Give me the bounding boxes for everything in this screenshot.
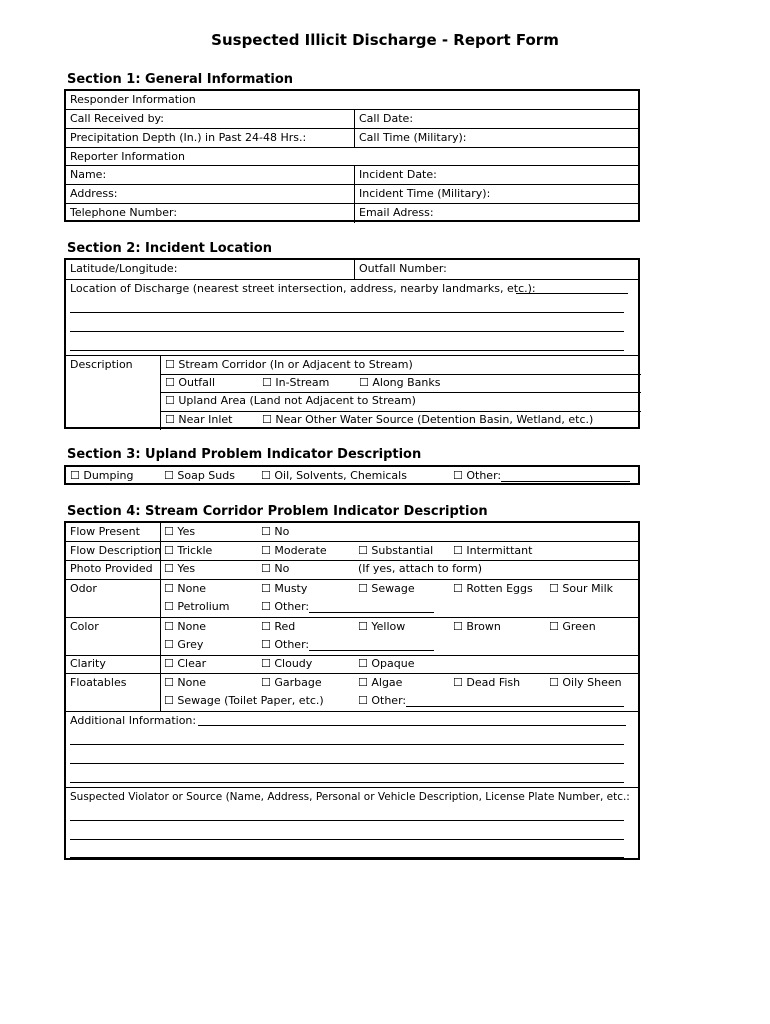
dumping-checkbox[interactable]: ☐ Dumping [70,469,134,482]
location-row [66,279,638,356]
near-other-water-checkbox[interactable]: ☐ Near Other Water Source (Detention Basin, Wetland, etc.) [262,413,593,426]
clear-checkbox[interactable]: ☐ Clear [164,657,206,670]
green-checkbox[interactable]: ☐ Green [549,620,596,633]
additional-info-line[interactable] [198,725,626,726]
description-options [160,356,641,430]
call-row [66,109,638,129]
brown-checkbox[interactable]: ☐ Brown [453,620,501,633]
odor-other-checkbox[interactable]: ☐ Other: [261,600,309,613]
soap-suds-checkbox[interactable]: ☐ Soap Suds [164,469,235,482]
responder-info-row [66,91,638,109]
outfall-number-field[interactable]: Outfall Number: [354,260,640,279]
musty-checkbox[interactable]: ☐ Musty [261,582,307,595]
name-field[interactable]: Name: [70,168,107,181]
additional-info-line[interactable] [70,782,624,783]
section2-heading: Section 2: Incident Location [67,241,272,256]
location-label: Location of Discharge (nearest street intersection, address, nearby landmarks, etc.): [70,282,536,295]
algae-checkbox[interactable]: ☐ Algae [358,676,402,689]
photo-yes-checkbox[interactable]: ☐ Yes [164,562,195,575]
flow-no-checkbox[interactable]: ☐ No [261,525,289,538]
near-inlet-checkbox[interactable]: ☐ Near Inlet [165,413,232,426]
oily-sheen-checkbox[interactable]: ☐ Oily Sheen [549,676,622,689]
section4-heading: Section 4: Stream Corridor Problem Indicator Description [67,504,488,519]
suspected-violator-label: Suspected Violator or Source (Name, Address, Personal or Vehicle Description, License Plate Number, etc.: [70,791,630,803]
location-line[interactable] [516,293,628,294]
call-time-field[interactable]: Call Time (Military): [354,129,640,148]
section3-box [64,465,640,485]
odor-none-checkbox[interactable]: ☐ None [164,582,206,595]
intermittant-checkbox[interactable]: ☐ Intermittant [453,544,532,557]
section1-heading: Section 1: General Information [67,72,294,87]
color-label: Color [70,620,99,633]
precip-row [66,128,638,148]
yellow-checkbox[interactable]: ☐ Yellow [358,620,405,633]
floatables-other-checkbox[interactable]: ☐ Other: [358,694,406,707]
dead-fish-checkbox[interactable]: ☐ Dead Fish [453,676,520,689]
email-field[interactable]: Email Adress: [354,204,640,223]
location-line[interactable] [70,331,624,332]
color-none-checkbox[interactable]: ☐ None [164,620,206,633]
suspected-violator-line[interactable] [70,820,624,821]
location-line[interactable] [70,312,624,313]
reporter-info-label: Reporter Information [70,150,185,163]
section4-box [64,521,640,860]
trickle-checkbox[interactable]: ☐ Trickle [164,544,212,557]
telephone-row [66,203,638,223]
description-label: Description [70,358,133,371]
location-line[interactable] [70,350,624,351]
stream-corridor-checkbox[interactable]: ☐ Stream Corridor (In or Adjacent to Stream) [165,358,413,371]
form-title: Suspected Illicit Discharge - Report Form [211,31,559,49]
cloudy-checkbox[interactable]: ☐ Cloudy [261,657,312,670]
floatables-label: Floatables [70,676,127,689]
additional-info-line[interactable] [70,763,624,764]
section2-box [64,258,640,429]
latlong-row [66,260,638,279]
petrolium-checkbox[interactable]: ☐ Petrolium [164,600,230,613]
outfall-checkbox[interactable]: ☐ Outfall [165,376,215,389]
flow-present-label: Flow Present [70,525,140,538]
name-row [66,165,638,185]
photo-provided-label: Photo Provided [70,562,153,575]
odor-label: Odor [70,582,97,595]
grey-checkbox[interactable]: ☐ Grey [164,638,203,651]
suspected-violator-line[interactable] [70,839,624,840]
description-block [66,355,638,430]
precip-depth-field[interactable]: Precipitation Depth (In.) in Past 24-48 Hrs.: [70,131,307,144]
garbage-checkbox[interactable]: ☐ Garbage [261,676,322,689]
reporter-info-row [66,147,638,166]
photo-note: (If yes, attach to form) [358,562,483,575]
rotten-eggs-checkbox[interactable]: ☐ Rotten Eggs [453,582,533,595]
incident-time-field[interactable]: Incident Time (Military): [354,185,640,204]
upland-other-checkbox[interactable]: ☐ Other: [453,469,501,482]
in-stream-checkbox[interactable]: ☐ In-Stream [262,376,329,389]
oil-solvents-checkbox[interactable]: ☐ Oil, Solvents, Chemicals [261,469,407,482]
additional-info-line[interactable] [70,744,624,745]
flow-description-label: Flow Description [70,544,162,557]
photo-no-checkbox[interactable]: ☐ No [261,562,289,575]
additional-info-label: Additional Information: [70,714,197,727]
red-checkbox[interactable]: ☐ Red [261,620,295,633]
floatables-other-line[interactable] [406,706,624,707]
floatables-sewage-checkbox[interactable]: ☐ Sewage (Toilet Paper, etc.) [164,694,324,707]
section1-box [64,89,640,222]
upland-area-checkbox[interactable]: ☐ Upland Area (Land not Adjacent to Stream) [165,394,416,407]
along-banks-checkbox[interactable]: ☐ Along Banks [359,376,440,389]
clarity-label: Clarity [70,657,106,670]
lat-long-field[interactable]: Latitude/Longitude: [70,262,178,275]
call-received-by-field[interactable]: Call Received by: [70,112,164,125]
incident-date-field[interactable]: Incident Date: [354,166,640,185]
moderate-checkbox[interactable]: ☐ Moderate [261,544,327,557]
telephone-field[interactable]: Telephone Number: [70,206,178,219]
odor-other-line[interactable] [309,612,434,613]
substantial-checkbox[interactable]: ☐ Substantial [358,544,433,557]
section3-heading: Section 3: Upland Problem Indicator Description [67,447,422,462]
flow-yes-checkbox[interactable]: ☐ Yes [164,525,195,538]
color-other-line[interactable] [309,650,434,651]
floatables-none-checkbox[interactable]: ☐ None [164,676,206,689]
address-field[interactable]: Address: [70,187,118,200]
address-row [66,184,638,204]
upland-other-line[interactable] [501,481,630,482]
odor-sewage-checkbox[interactable]: ☐ Sewage [358,582,415,595]
responder-info-label: Responder Information [70,93,196,106]
color-other-checkbox[interactable]: ☐ Other: [261,638,309,651]
call-date-field[interactable]: Call Date: [354,110,640,129]
opaque-checkbox[interactable]: ☐ Opaque [358,657,414,670]
sour-milk-checkbox[interactable]: ☐ Sour Milk [549,582,613,595]
suspected-violator-line[interactable] [70,857,624,858]
